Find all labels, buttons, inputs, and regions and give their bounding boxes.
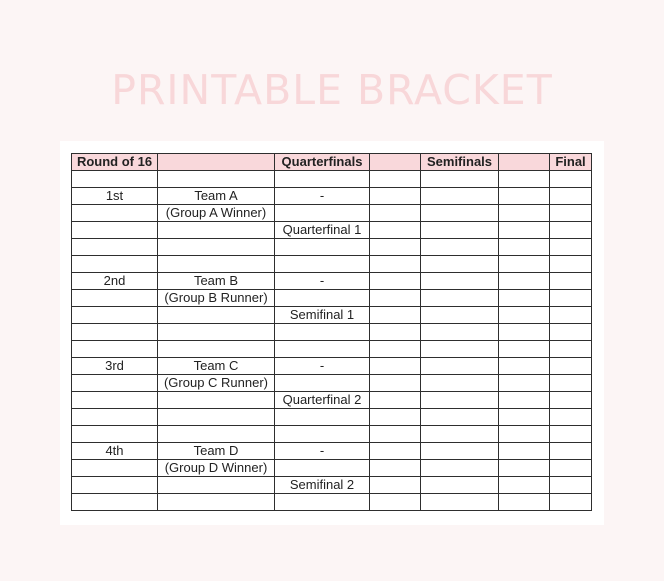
table-cell: Team B <box>158 273 275 290</box>
header-cell <box>370 154 421 171</box>
header-cell: Semifinals <box>421 154 499 171</box>
table-cell: Team D <box>158 443 275 460</box>
table-row <box>72 290 592 307</box>
header-cell: Round of 16 <box>72 154 158 171</box>
table-cell <box>370 171 421 188</box>
table-cell <box>550 239 592 256</box>
table-cell <box>499 171 550 188</box>
header-cell: Quarterfinals <box>275 154 370 171</box>
table-cell <box>370 273 421 290</box>
table-cell <box>550 290 592 307</box>
table-cell <box>550 205 592 222</box>
table-cell <box>158 341 275 358</box>
table-cell <box>550 273 592 290</box>
table-cell <box>275 205 370 222</box>
table-row <box>72 205 592 222</box>
header-cell <box>499 154 550 171</box>
table-cell: Semifinal 1 <box>275 307 370 324</box>
table-cell <box>421 341 499 358</box>
table-cell <box>421 443 499 460</box>
table-cell <box>275 494 370 511</box>
table-cell <box>72 426 158 443</box>
table-cell <box>421 205 499 222</box>
table-cell <box>421 477 499 494</box>
header-cell <box>158 154 275 171</box>
table-cell <box>421 273 499 290</box>
table-cell: (Group D Winner) <box>158 460 275 477</box>
table-cell <box>370 307 421 324</box>
table-cell <box>421 222 499 239</box>
table-cell: - <box>275 443 370 460</box>
table-cell <box>499 307 550 324</box>
table-cell <box>275 171 370 188</box>
table-cell <box>158 494 275 511</box>
table-cell <box>421 426 499 443</box>
table-cell: Team C <box>158 358 275 375</box>
table-row <box>72 375 592 392</box>
table-cell <box>421 409 499 426</box>
table-cell <box>499 205 550 222</box>
table-cell <box>421 171 499 188</box>
table-cell <box>421 460 499 477</box>
table-row <box>72 460 592 477</box>
table-cell <box>275 375 370 392</box>
table-cell <box>550 307 592 324</box>
table-cell <box>499 477 550 494</box>
table-cell <box>158 426 275 443</box>
table-row <box>72 409 592 426</box>
bracket-sheet <box>60 141 604 525</box>
table-row <box>72 494 592 511</box>
table-cell <box>370 358 421 375</box>
table-cell <box>421 290 499 307</box>
table-cell: 4th <box>72 443 158 460</box>
table-cell <box>550 443 592 460</box>
page-title: PRINTABLE BRACKET <box>111 66 553 114</box>
table-cell: Semifinal 2 <box>275 477 370 494</box>
table-cell <box>158 324 275 341</box>
table-cell <box>275 324 370 341</box>
table-cell <box>499 324 550 341</box>
table-cell: - <box>275 188 370 205</box>
table-cell <box>370 290 421 307</box>
table-cell <box>72 171 158 188</box>
table-cell <box>499 426 550 443</box>
table-cell <box>550 188 592 205</box>
table-cell <box>370 477 421 494</box>
table-cell <box>499 409 550 426</box>
table-cell <box>499 273 550 290</box>
table-cell <box>275 290 370 307</box>
table-cell <box>72 256 158 273</box>
table-row <box>72 188 592 205</box>
table-cell <box>421 256 499 273</box>
table-cell <box>499 358 550 375</box>
table-row <box>72 358 592 375</box>
table-cell <box>370 188 421 205</box>
table-cell <box>550 358 592 375</box>
table-cell <box>370 392 421 409</box>
table-cell <box>158 477 275 494</box>
table-cell <box>550 426 592 443</box>
table-row <box>72 307 592 324</box>
table-row <box>72 171 592 188</box>
table-cell <box>72 290 158 307</box>
table-cell <box>370 443 421 460</box>
table-cell <box>72 239 158 256</box>
table-cell <box>550 477 592 494</box>
table-cell <box>370 324 421 341</box>
table-row <box>72 324 592 341</box>
table-cell: (Group C Runner) <box>158 375 275 392</box>
table-cell <box>275 460 370 477</box>
table-cell <box>158 307 275 324</box>
table-row <box>72 341 592 358</box>
table-cell <box>72 307 158 324</box>
table-cell <box>370 239 421 256</box>
table-row <box>72 273 592 290</box>
table-cell <box>275 256 370 273</box>
table-cell <box>275 426 370 443</box>
table-cell <box>421 494 499 511</box>
table-cell: 1st <box>72 188 158 205</box>
table-cell <box>550 222 592 239</box>
table-cell <box>550 171 592 188</box>
table-cell <box>550 460 592 477</box>
table-cell <box>421 375 499 392</box>
table-cell <box>72 409 158 426</box>
table-cell <box>499 460 550 477</box>
table-cell <box>421 392 499 409</box>
table-row <box>72 239 592 256</box>
table-cell <box>550 375 592 392</box>
table-cell <box>499 222 550 239</box>
table-cell: - <box>275 273 370 290</box>
table-cell: (Group B Runner) <box>158 290 275 307</box>
table-row <box>72 443 592 460</box>
table-cell <box>499 375 550 392</box>
table-cell <box>370 426 421 443</box>
table-cell <box>550 409 592 426</box>
table-cell <box>550 256 592 273</box>
table-cell <box>499 290 550 307</box>
table-cell <box>421 307 499 324</box>
table-cell <box>275 239 370 256</box>
table-cell <box>158 171 275 188</box>
table-row <box>72 256 592 273</box>
table-cell: (Group A Winner) <box>158 205 275 222</box>
table-cell <box>158 239 275 256</box>
table-cell <box>421 358 499 375</box>
table-cell <box>499 239 550 256</box>
table-cell <box>370 409 421 426</box>
table-cell <box>499 188 550 205</box>
table-cell <box>550 392 592 409</box>
table-cell <box>421 239 499 256</box>
table-cell <box>72 494 158 511</box>
table-cell <box>72 460 158 477</box>
table-cell <box>370 341 421 358</box>
table-cell <box>550 494 592 511</box>
table-cell: Quarterfinal 2 <box>275 392 370 409</box>
table-row <box>72 222 592 239</box>
table-cell <box>499 256 550 273</box>
table-cell <box>370 375 421 392</box>
table-cell <box>370 222 421 239</box>
table-cell: 3rd <box>72 358 158 375</box>
table-cell <box>421 188 499 205</box>
table-cell <box>158 409 275 426</box>
table-cell <box>370 205 421 222</box>
table-cell: Quarterfinal 1 <box>275 222 370 239</box>
table-cell <box>158 256 275 273</box>
table-cell <box>72 324 158 341</box>
table-cell <box>158 392 275 409</box>
table-cell <box>275 409 370 426</box>
table-cell <box>499 443 550 460</box>
table-cell <box>275 341 370 358</box>
table-cell <box>370 460 421 477</box>
table-cell: - <box>275 358 370 375</box>
table-cell <box>499 392 550 409</box>
table-cell <box>72 392 158 409</box>
table-cell <box>72 341 158 358</box>
table-cell <box>499 494 550 511</box>
table-row <box>72 477 592 494</box>
table-cell <box>550 324 592 341</box>
table-cell <box>72 222 158 239</box>
table-cell <box>550 341 592 358</box>
bracket-table <box>71 153 592 511</box>
table-cell <box>72 375 158 392</box>
table-cell <box>158 222 275 239</box>
table-cell <box>421 324 499 341</box>
table-cell <box>370 494 421 511</box>
table-cell <box>72 205 158 222</box>
table-cell <box>499 341 550 358</box>
table-row <box>72 392 592 409</box>
header-row <box>72 154 592 171</box>
header-cell: Final <box>550 154 592 171</box>
table-cell: 2nd <box>72 273 158 290</box>
table-cell <box>72 477 158 494</box>
table-cell <box>370 256 421 273</box>
table-row <box>72 426 592 443</box>
table-cell: Team A <box>158 188 275 205</box>
